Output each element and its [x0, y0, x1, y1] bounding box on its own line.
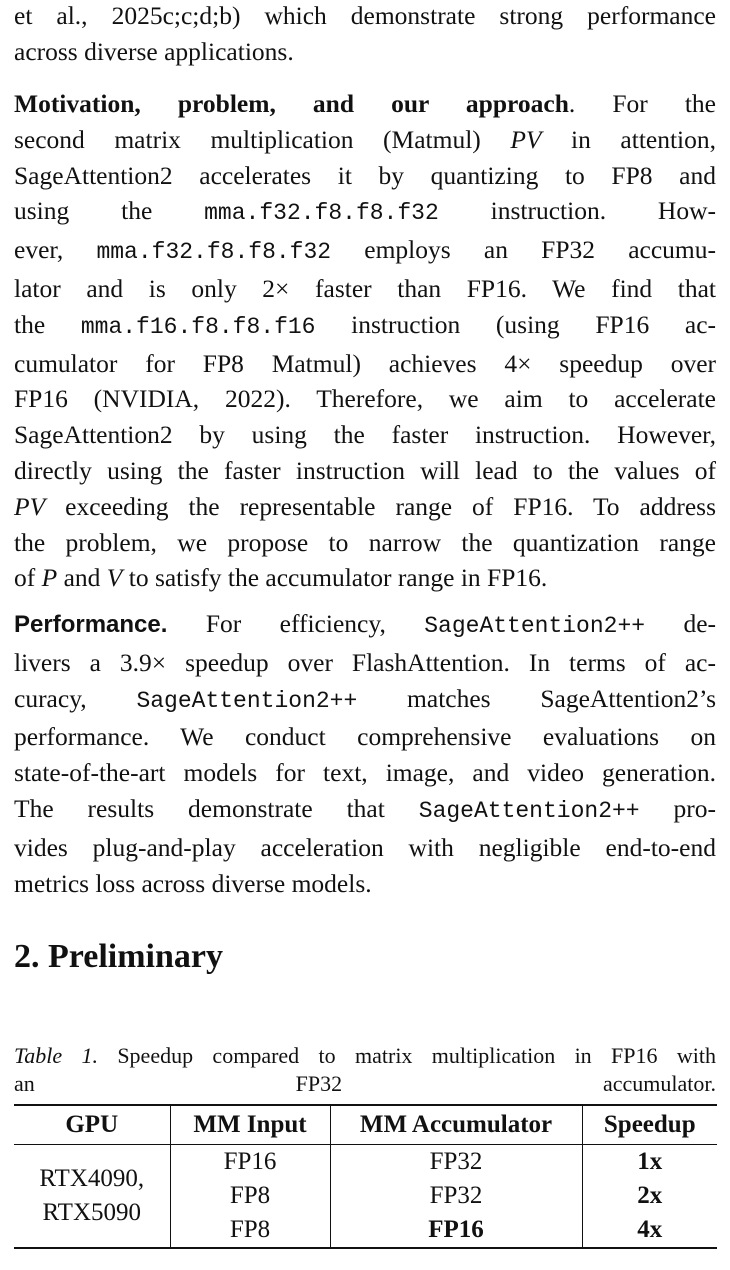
- math-pv: PV: [14, 491, 46, 521]
- text-span: employs an FP32 accumu-: [364, 235, 717, 265]
- math-v: V: [106, 563, 123, 593]
- paragraph-heading: Performance.: [14, 611, 168, 638]
- code-instruction: mma.f32.f8.f8.f32: [204, 200, 439, 227]
- text-span: matches SageAttention2’s: [407, 683, 717, 713]
- text-span: ever,: [14, 235, 64, 265]
- paragraph-heading: Motivation, problem, and our approach: [14, 89, 569, 118]
- text-line: directly using the faster instruction will lead to the values of: [14, 455, 716, 485]
- method-name: SageAttention2++: [136, 687, 358, 714]
- text-span: using the: [14, 196, 153, 226]
- text-span: For efficiency,: [205, 609, 386, 638]
- text-span: pro-: [673, 793, 717, 823]
- speedup-cell: 2x: [637, 1182, 663, 1209]
- text-span: the: [14, 309, 46, 339]
- text-line: performance. We conduct comprehensive evaluations on: [14, 722, 716, 752]
- text-line: SageAttention2 by using the faster instruction. However,: [14, 420, 716, 450]
- method-name: SageAttention2++: [424, 613, 646, 639]
- performance-paragraph: [14, 606, 716, 901]
- mm-input-cell: FP8: [170, 1179, 330, 1213]
- text-span: Speedup compared to matrix multiplication in FP16 with: [117, 1043, 716, 1068]
- text-line: metrics loss across diverse models.: [14, 868, 372, 898]
- math-p: P: [41, 563, 58, 593]
- table-header-cell: Speedup: [582, 1105, 717, 1145]
- table-label: Table 1.: [14, 1043, 98, 1068]
- text-span: instruction. How-: [490, 196, 716, 226]
- text-line: an FP32 accumulator.: [14, 1071, 716, 1096]
- text-line: SageAttention2 accelerates it by quantizing to FP8 and: [14, 160, 716, 190]
- table-header-cell: MM Accumulator: [330, 1105, 582, 1145]
- text-line: lator and is only 2× faster than FP16. We find that: [14, 273, 716, 303]
- text-line: the problem, we propose to narrow the quantization range: [14, 527, 716, 557]
- text-span: exceeding the representable range of FP16. To address: [65, 491, 716, 521]
- text-span: of: [14, 563, 36, 593]
- section-title: 2. Preliminary: [14, 938, 223, 975]
- text-line: FP16 (NVIDIA, 2022). Therefore, we aim to accelerate: [14, 384, 716, 414]
- text-span: The results demonstrate that: [14, 793, 385, 823]
- intro-paragraph-tail: [14, 0, 716, 70]
- text-span: in attention,: [571, 124, 717, 154]
- text-span: curacy,: [14, 683, 87, 713]
- text-span: and: [63, 563, 101, 593]
- speedup-cell: 1x: [637, 1148, 663, 1175]
- text-line: across diverse applications.: [14, 36, 294, 66]
- method-name: SageAttention2++: [418, 797, 640, 824]
- table-header-row: [14, 1105, 717, 1145]
- gpu-name: RTX4090,: [39, 1165, 145, 1192]
- text-line: cumulator for FP8 Matmul) achieves 4× speedup over: [14, 348, 716, 378]
- text-span: . For the: [568, 89, 716, 118]
- mm-input-cell: FP16: [170, 1145, 330, 1180]
- math-pv: PV: [510, 124, 542, 154]
- text-line: et al., 2025c;c;d;b) which demonstrate strong performance: [14, 1, 716, 30]
- table-header-cell: MM Input: [170, 1105, 330, 1145]
- table-caption: [14, 1042, 716, 1098]
- mm-input-cell: FP8: [170, 1213, 330, 1248]
- table-row: [14, 1145, 717, 1180]
- text-span: de-: [683, 609, 717, 638]
- table-header-cell: GPU: [14, 1105, 170, 1145]
- mm-accumulator-cell: FP32: [330, 1179, 582, 1213]
- text-span: second matrix multiplication (Matmul): [14, 124, 481, 154]
- text-line: state-of-the-art models for text, image, and video generation.: [14, 758, 716, 788]
- code-instruction: mma.f32.f8.f8.f32: [96, 239, 332, 266]
- mm-accumulator-cell: FP32: [330, 1145, 582, 1180]
- gpu-name: RTX5090: [42, 1199, 141, 1226]
- speedup-cell: 4x: [637, 1216, 663, 1243]
- gpu-cell: [14, 1145, 170, 1249]
- text-line: livers a 3.9× speedup over FlashAttention. In terms of ac-: [14, 647, 716, 677]
- code-instruction: mma.f16.f8.f8.f16: [80, 313, 316, 340]
- text-span: instruction (using FP16 ac-: [351, 309, 717, 339]
- text-span: to satisfy the accumulator range in FP16.: [128, 563, 548, 593]
- speedup-table: [14, 1104, 717, 1249]
- motivation-paragraph: [14, 86, 716, 596]
- text-line: vides plug-and-play acceleration with negligible end-to-end: [14, 832, 716, 862]
- mm-accumulator-cell: FP16: [330, 1213, 582, 1248]
